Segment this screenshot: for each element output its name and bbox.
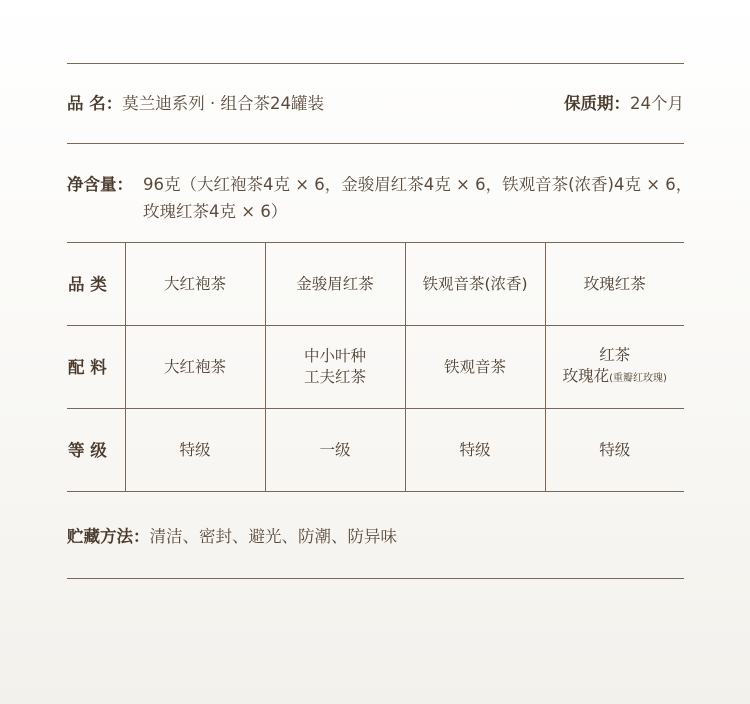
cell-line: 工夫红茶: [303, 368, 366, 386]
ingredient-note: (重瓣红玫瑰): [609, 373, 667, 384]
cell-line: 玫瑰花(重瓣红玫瑰): [562, 367, 667, 385]
shelf-life-value: 24个月: [630, 94, 684, 113]
product-name-line: [67, 92, 324, 116]
spec-table: [67, 242, 684, 492]
cell-line: 红茶: [599, 346, 631, 364]
cell-line: 中小叶种: [303, 347, 366, 365]
net-content-label: 净含量：: [67, 175, 133, 194]
table-cell: 铁观音茶(浓香): [405, 243, 545, 326]
table-cell: 特级: [125, 409, 265, 492]
shelf-life-line: [564, 92, 684, 116]
divider-after-name: [67, 143, 684, 144]
table-cell: [265, 326, 405, 409]
table-row-category: [67, 243, 684, 326]
storage-value: 清洁、密封、避光、防潮、防异味: [149, 527, 397, 546]
table-cell: [545, 326, 684, 409]
row-header: 等 级: [67, 409, 125, 492]
table-cell: 一级: [265, 409, 405, 492]
top-divider: [67, 63, 684, 64]
table-cell: 玫瑰红茶: [545, 243, 684, 326]
row-header: 品 类: [67, 243, 125, 326]
net-content-line2: 玫瑰红茶4克 × 6）: [143, 202, 288, 221]
product-name-value: 莫兰迪系列 · 组合茶24罐装: [122, 94, 324, 113]
storage-line: [67, 525, 397, 549]
table-row-ingredients: [67, 326, 684, 409]
bottom-divider: [67, 578, 684, 579]
storage-label: 贮藏方法：: [67, 527, 150, 546]
table-cell: 特级: [405, 409, 545, 492]
table-cell: 大红袍茶: [125, 243, 265, 326]
product-name-label: 品 名：: [67, 94, 123, 113]
shelf-life-label: 保质期：: [564, 94, 630, 113]
table-cell: 金骏眉红茶: [265, 243, 405, 326]
table-cell: 铁观音茶: [405, 326, 545, 409]
net-content-line1: 96克（大红袍茶4克 × 6，金骏眉红茶4克 × 6，铁观音茶(浓香)4克 × 6，: [143, 175, 693, 194]
net-content-block: [67, 171, 693, 225]
table-cell: 特级: [545, 409, 684, 492]
row-header: 配 料: [67, 326, 125, 409]
table-row-grade: [67, 409, 684, 492]
table-cell: 大红袍茶: [125, 326, 265, 409]
